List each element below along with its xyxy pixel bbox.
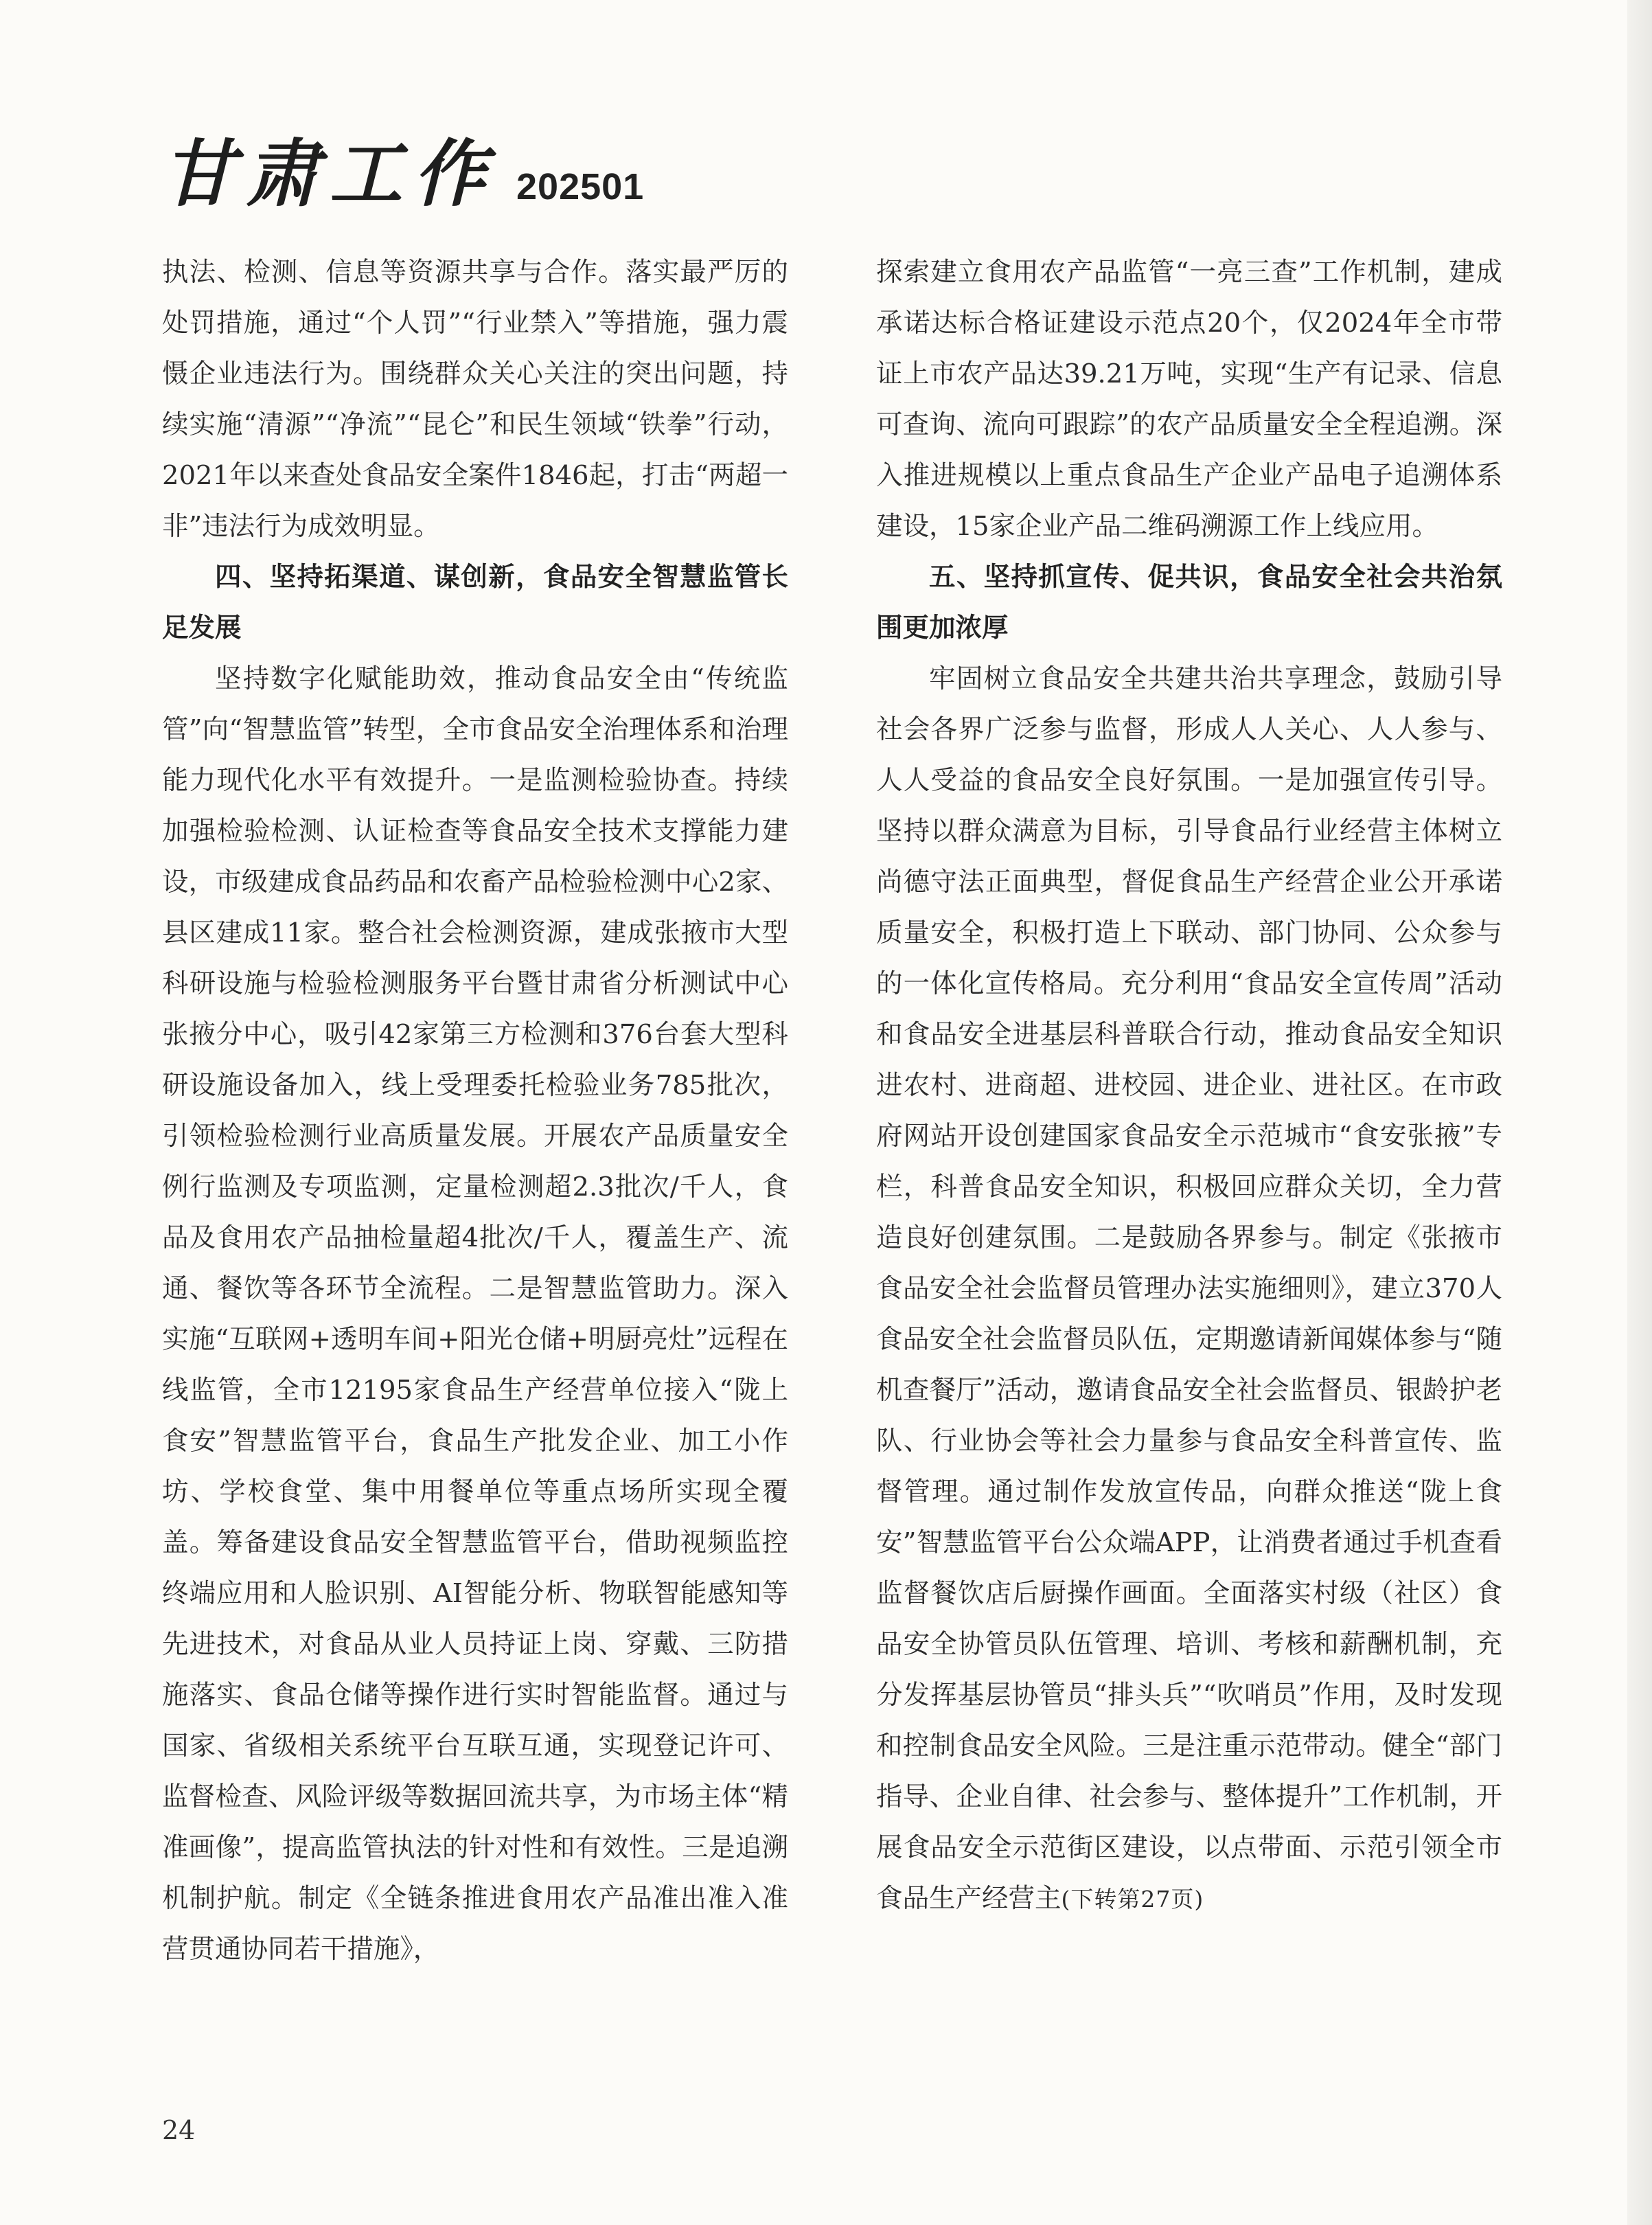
paragraph-smart-supervision: 坚持数字化赋能助效，推动食品安全由“传统监管”向“智慧监管”转型，全市食品安全治理体系和治理能力现代化水平有效提升。一是监测检验协查。持续加强检验检测、认证检查等食品安全技术支撑能力建设，市级建成食品药品和农畜产品检验检测中心2家、县区建成11家。整合社会检测资源，建成张掖市大型科研设施与检验检测服务平台暨甘肃省分析测试中心张掖分中心，吸引42家第三方检测和376台套大型科研设施设备加入，线上受理委托检验业务785批次，引领检验检测行业高质量发展。开展农产品质量安全例行监测及专项监测，定量检测超2.3批次/千人，食品及食用农产品抽检量超4批次/千人，覆盖生产、流通、餐饮等各环节全流程。二是智慧监管助力。深入实施“互联网+透明车间+阳光仓储+明厨亮灶”远程在线监管，全市12195家食品生产经营单位接入“陇上食安”智慧监管平台，食品生产批发企业、加工小作坊、学校食堂、集中用餐单位等重点场所实现全覆盖。筹备建设食品安全智慧监管平台，借助视频监控终端应用和人脸识别、AI智能分析、物联智能感知等先进技术，对食品从业人员持证上岗、穿戴、三防措施落实、食品仓储等操作进行实时智能监督。通过与国家、省级相关系统平台互联互通，实现登记许可、监督检查、风险评级等数据回流共享，为市场主体“精准画像”，提高监管执法的针对性和有效性。三是追溯机制护航。制定《全链条推进食用农产品准出准入准营贯通协同若干措施》， (162, 663, 788, 1965)
page-edge-shadow (1627, 0, 1652, 2225)
paragraph-text: 牢固树立食品安全共建共治共享理念，鼓励引导社会各界广泛参与监督，形成人人关心、人人参与、人人受益的食品安全良好氛围。一是加强宣传引导。坚持以群众满意为目标，引导食品行业经营主体树立尚德守法正面典型，督促食品生产经营企业公开承诺质量安全，积极打造上下联动、部门协同、公众参与的一体化宣传格局。充分利用“食品安全宣传周”活动和食品安全进基层科普联合行动，推动食品安全知识进农村、进商超、进校园、进企业、进社区。在市政府网站开设创建国家食品安全示范城市“食安张掖”专栏，科普食品安全知识，积极回应群众关切，全力营造良好创建氛围。二是鼓励各界参与。制定《张掖市食品安全社会监督员管理办法实施细则》，建立370人食品安全社会监督员队伍，定期邀请新闻媒体参与“随机查餐厅”活动，邀请食品安全社会监督员、银龄护老队、行业协会等社会力量参与食品安全科普宣传、监督管理。通过制作发放宣传品，向群众推送“陇上食安”智慧监管平台公众端APP，让消费者通过手机查看监督餐饮店后厨操作画面。全面落实村级（社区）食品安全协管员队伍管理、培训、考核和薪酬机制，充分发挥基层协管员“排头兵”“吹哨员”作用，及时发现和控制食品安全风险。三是注重示范带动。健全“部门指导、企业自律、社会参与、整体提升”工作机制，开展食品安全示范街区建设，以点带面、示范引领全市食品生产经营主 (876, 663, 1502, 1914)
paragraph-traceability: 探索建立食用农产品监管“一亮三查”工作机制，建成承诺达标合格证建设示范点20个，仅2024年全市带证上市农产品达39.21万吨，实现“生产有记录、信息可查询、流向可跟踪”的农产品质量安全全程追溯。深入推进规模以上重点食品生产企业产品电子追溯体系建设，15家企业产品二维码溯源工作上线应用。 (876, 257, 1502, 542)
left-column (162, 247, 788, 1975)
continued-on-note: (下转第27页) (1061, 1886, 1204, 1913)
magazine-title: 甘肃工作 (162, 130, 497, 216)
paragraph-continued: 执法、检测、信息等资源共享与合作。落实最严厉的处罚措施，通过“个人罚”“行业禁入”等措施，强力震慑企业违法行为。围绕群众关心关注的突出问题，持续实施“清源”“净流”“昆仑”和民生领域“铁拳”行动，2021年以来查处食品安全案件1846起，打击“两超一非”违法行为成效明显。 (162, 257, 788, 542)
issue-number: 202501 (516, 166, 645, 207)
section-heading-4: 四、坚持拓渠道、谋创新，食品安全智慧监管长足发展 (162, 562, 788, 643)
masthead (162, 130, 645, 216)
paragraph-social-governance (876, 654, 1502, 1925)
right-column (876, 247, 1502, 1925)
page-number: 24 (162, 2115, 196, 2145)
section-heading-5: 五、坚持抓宣传、促共识，食品安全社会共治氛围更加浓厚 (876, 562, 1502, 643)
